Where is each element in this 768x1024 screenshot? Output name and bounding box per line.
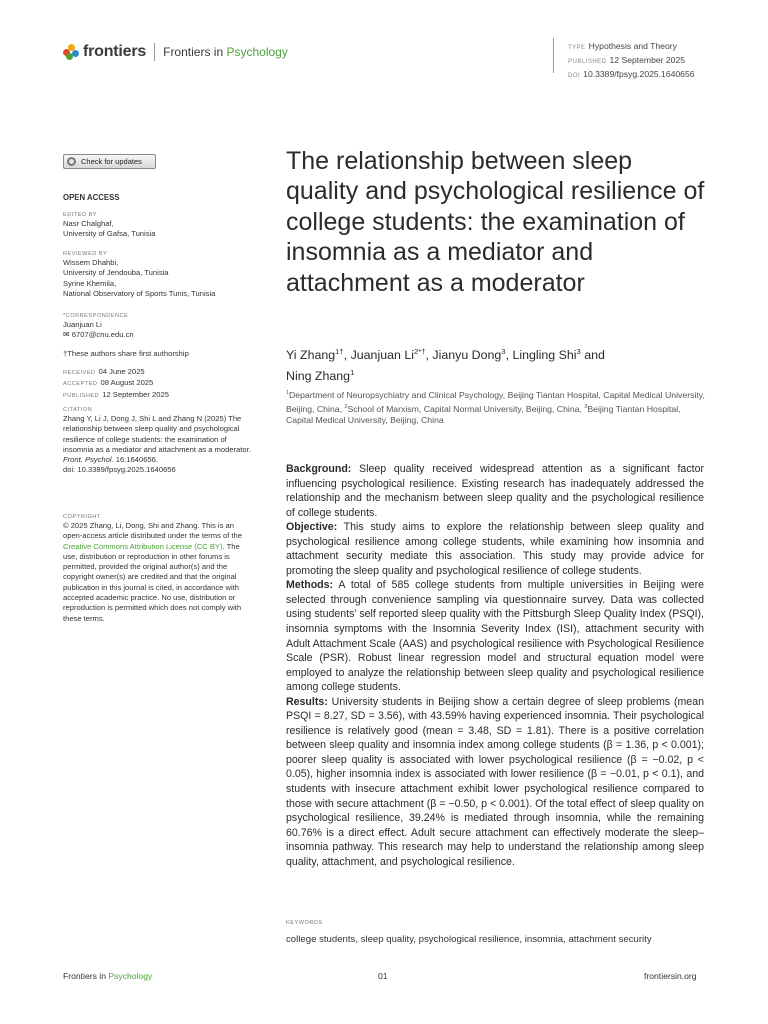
- header-divider: [154, 43, 155, 61]
- journal-header: [63, 43, 288, 61]
- author[interactable]: Juanjuan $Li^{2*\dagger}$: [350, 347, 426, 363]
- copyright: COPYRIGHT © 2025 Zhang, Li, Dong, Shi and Zhang. This is an open-access article distributed under the terms of the Creative Commons Attribution License (CC BY). The use, distribution or reproduction in other forums is permitted, provided the original author(s) and the copyright owner(s) are credited and that the original publication in this journal is cited, in accordance with accepted academic practice. No use, distribution or reproduction is permitted which does not comply with these terms.: [63, 514, 242, 623]
- envelope-icon: ✉: [63, 330, 70, 340]
- reviewed-by: REVIEWED BY Wissem Dhahbi, University of Jendouba, Tunisia Syrine Khemila, National Observatory of Sports Tunis, Tunisia: [63, 251, 216, 298]
- author-list: Yi Zhang$^{1\dagger}$, Juanjuan $Li^{2*\dagger}$, Jianyu Dong$^3$, Lingling Shi$^3$ and Ning Zhang$^1$: [286, 347, 605, 384]
- author[interactable]: Jianyu Dong$^3$: [432, 347, 506, 363]
- meta-type: TYPE Hypothesis and Theory: [568, 41, 677, 51]
- affiliations: $^1$Department of Neuropsychiatry and Clinical Psychology, Beijing Tiantan Hospital, Capital Medical University, Beijing, China, $^2$School of Marxism, Capital Normal University, Beijing, China, $^3$Beijing Tiantan Hospital, Capital Medical University, Beijing, China: [286, 389, 705, 426]
- abstract-methods: Methods: A total of 585 college students from multiple universities in Beijing were selected through convenience sampling via questionnaire survey. Data was collected using students’ self reported sleep quality with the Pittsburgh Sleep Quality Index (PSQI), insomnia symptoms with the Insomnia Severity Index (ISI), attachment security with Adult Attachment Scale (AAS) and psychological resilience with Psychological Resilience Scale (PSR). Robust linear regression model and structural equation model were employed to analyze the relationship between sleep quality and psychological resilience among college students.: [286, 579, 704, 694]
- footer-site-link[interactable]: frontiersin.org: [644, 971, 697, 981]
- abstract-results: Results: University students in Beijing show a certain degree of sleep problems (mean PSQI = 8.27, SD = 3.56), with 43.59% having experienced insomnia. Their psychological resilience is relatively good (mean = 3.48, SD = 1.81). There is a positive correlation between sleep quality and insomnia index among college students (β = 1.36, p < 0.001); poorer sleep quality is associated with lower psychological resilience (β = −0.02, p < 0.05), higher insomnia index is associated with lower resilience (β = −0.01, p < 0.1), and students with insecure attachment exhibit lower psychological resilience compared to those with secure attachment (β = −0.50, p < 0.001). Of the total effect of sleep quality on psychological resilience, 39.24% is mediated through insomnia, while the remaining 60.76% is a direct effect. Adult secure attachment can effectively moderate the sleep–insomnia pathway. This research may help to understand the relationship among sleep quality, attachment, and psychological resilience.: [286, 695, 704, 868]
- citation: CITATION Zhang Y, Li J, Dong J, Shi L and Zhang N (2025) The relationship between sleep quality and psychological resilience of college students: the examination of insomnia as a mediator and attachment as a moderator. Front. Psychol. 16:1640656. doi: 10.3389/fpsyg.2025.1640656: [63, 407, 251, 475]
- check-for-updates-button[interactable]: Check for updates: [63, 154, 156, 169]
- article-dates: RECEIVED 04 June 2025 ACCEPTED 08 August 2025 PUBLISHED 12 September 2025: [63, 367, 169, 399]
- author[interactable]: Yi Zhang$^{1\dagger}$: [286, 347, 344, 363]
- meta-published: PUBLISHED 12 September 2025: [568, 55, 686, 65]
- open-access-label: OPEN ACCESS: [63, 193, 120, 202]
- article-meta: [568, 40, 695, 82]
- cc-by-license-link[interactable]: Creative Commons Attribution License (CC BY): [63, 541, 223, 551]
- citation-doi[interactable]: doi: 10.3389/fpsyg.2025.1640656: [63, 465, 176, 475]
- abstract-objective: Objective: This study aims to explore the relationship between sleep quality and psychological resilience among college students, while examining how insomnia and attachment security mediate this association. This study may provide advice for promoting the sleep quality and psychological resilience of college students.: [286, 521, 704, 577]
- shared-authorship-note: †These authors share first authorship: [63, 349, 189, 358]
- meta-doi[interactable]: DOI 10.3389/fpsyg.2025.1640656: [568, 69, 695, 79]
- footer-journal: Frontiers in Psychology: [63, 971, 153, 981]
- article-title: The relationship between sleep quality and psychological resilience of college students: the examination of insomnia as a mediator and attachment as a moderator: [286, 147, 705, 297]
- keywords-heading: KEYWORDS: [286, 920, 323, 926]
- edited-by: EDITED BY Nasr Chalghaf, University of Gafsa, Tunisia: [63, 212, 156, 239]
- meta-divider: [553, 38, 554, 73]
- journal-name: Frontiers in Psychology: [163, 45, 288, 59]
- correspondence: *CORRESPONDENCE Juanjuan Li ✉ 6707@cnu.edu.cn: [63, 312, 253, 341]
- email-link[interactable]: ✉ 6707@cnu.edu.cn: [63, 330, 134, 340]
- abstract-background: Background: Sleep quality received widespread attention as a significant factor influencing psychological resilience. Existing research has inadequately addressed the relationship and the mechanism between sleep quality and the psychological resilience of college students.: [286, 463, 704, 519]
- author[interactable]: Ning Zhang$^1$: [286, 368, 355, 384]
- author[interactable]: Lingling Shi$^3$: [512, 347, 581, 363]
- update-check-icon: [67, 157, 76, 166]
- brand-name: frontiers: [83, 43, 147, 60]
- page-number: 01: [378, 971, 388, 981]
- keywords: college students, sleep quality, psychological resilience, insomnia, attachment security: [286, 934, 652, 945]
- abstract: [286, 462, 704, 869]
- frontiers-logo-icon: [63, 44, 79, 60]
